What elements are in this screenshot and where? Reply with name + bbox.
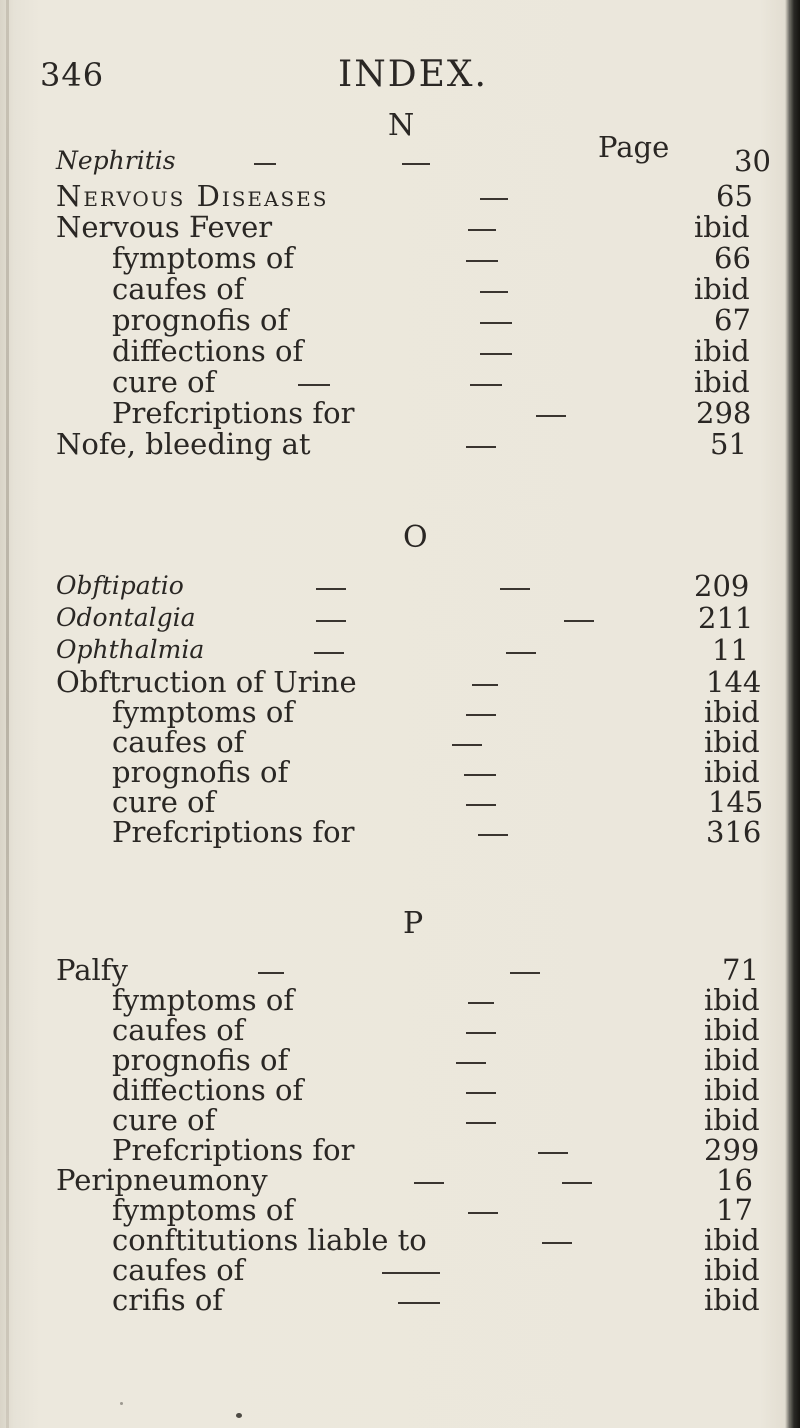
entry-page: ibid [704, 1073, 760, 1107]
entry-page: 16 [716, 1163, 753, 1197]
leader-dash [466, 1122, 496, 1124]
entry-page: 145 [708, 785, 764, 819]
entry-term: fymptoms of [112, 983, 295, 1017]
leader-dash [468, 1002, 494, 1004]
entry-term: fymptoms of [112, 695, 295, 729]
entry-term: diffections of [112, 1073, 304, 1107]
leader-dash [466, 804, 496, 806]
entry-term: Peripneumony [56, 1163, 268, 1197]
entry-page: 67 [714, 303, 751, 337]
entry-term: Obftruction of Urine [56, 665, 357, 699]
leader-dash [382, 1272, 440, 1274]
entry-term: prognofis of [112, 755, 289, 789]
leader-dash [466, 1092, 496, 1094]
entry-page: 316 [706, 815, 762, 849]
leader-dash [466, 260, 498, 262]
entry-page: ibid [704, 755, 760, 789]
leader-dash [564, 620, 594, 622]
leader-dash [500, 588, 530, 590]
leader-dash [258, 972, 284, 974]
leader-dash [468, 229, 496, 231]
leader-dash [456, 1062, 486, 1064]
entry-term: Prefcriptions for [112, 396, 355, 430]
section-letter-p: P [403, 906, 424, 941]
leader-dash [542, 1242, 572, 1244]
entry-term: diffections of [112, 334, 304, 368]
entry-term: Palfy [56, 953, 128, 987]
leader-dash [316, 588, 346, 590]
leader-dash [480, 322, 512, 324]
entry-term: cure of [112, 1103, 216, 1137]
entry-page: 71 [722, 953, 759, 987]
ink-speck [120, 1402, 123, 1405]
entry-page: ibid [704, 695, 760, 729]
page-number: 346 [40, 56, 105, 94]
leader-dash [466, 1032, 496, 1034]
section-letter-o: O [403, 520, 428, 555]
leader-dash [254, 163, 276, 165]
leader-dash [398, 1302, 440, 1304]
leader-dash [452, 744, 482, 746]
entry-term: crifis of [112, 1283, 224, 1317]
leader-dash [316, 620, 346, 622]
entry-page: ibid [704, 1223, 760, 1257]
page-header [0, 52, 800, 102]
entry-page: 298 [696, 396, 752, 430]
entry-page: ibid [694, 272, 750, 306]
leader-dash [464, 774, 496, 776]
index-entry [0, 424, 800, 464]
entry-term: caufes of [112, 725, 245, 759]
leader-dash [536, 415, 566, 417]
leader-dash [414, 1182, 444, 1184]
index-entry [0, 141, 800, 181]
entry-page: ibid [694, 365, 750, 399]
leader-dash [466, 714, 496, 716]
entry-page: ibid [704, 983, 760, 1017]
entry-page: 144 [706, 665, 762, 699]
entry-term: Nephritis [56, 146, 176, 175]
entry-page: 30 [734, 144, 771, 178]
entry-page: ibid [704, 1103, 760, 1137]
entry-term: cure of [112, 785, 216, 819]
leader-dash [480, 198, 508, 200]
entry-page: 299 [704, 1133, 760, 1167]
entry-term: Prefcriptions for [112, 1133, 355, 1167]
entry-page: 11 [712, 633, 749, 667]
entry-page: 17 [716, 1193, 753, 1227]
leader-dash [472, 684, 498, 686]
entry-page: ibid [704, 1253, 760, 1287]
leader-dash [510, 972, 540, 974]
entry-term: caufes of [112, 1013, 245, 1047]
entry-page: 209 [694, 569, 750, 603]
entry-term: fymptoms of [112, 241, 295, 275]
entry-term: prognofis of [112, 1043, 289, 1077]
entry-term: Nervous Diseases [56, 179, 329, 213]
entry-term: cure of [112, 365, 216, 399]
entry-page: 66 [714, 241, 751, 275]
entry-term: Odontalgia [56, 603, 196, 632]
entry-term: Nervous Fever [56, 210, 273, 244]
entry-term: Nofe, bleeding at [56, 427, 311, 461]
entry-page: 211 [698, 601, 754, 635]
leader-dash [314, 652, 344, 654]
entry-page: ibid [694, 210, 750, 244]
entry-term: prognofis of [112, 303, 289, 337]
entry-page: ibid [704, 1013, 760, 1047]
index-entry [0, 812, 800, 852]
leader-dash [562, 1182, 592, 1184]
leader-dash [470, 384, 502, 386]
leader-dash [402, 163, 430, 165]
index-entry [0, 1280, 800, 1320]
section-letter-n: N [388, 108, 415, 143]
leader-dash [538, 1152, 568, 1154]
entry-page: 65 [716, 179, 753, 213]
entry-page: ibid [694, 334, 750, 368]
leader-dash [298, 384, 330, 386]
entry-term: fymptoms of [112, 1193, 295, 1227]
leader-dash [478, 834, 508, 836]
leader-dash [466, 446, 496, 448]
leader-dash [468, 1212, 498, 1214]
entry-page: 51 [710, 427, 747, 461]
entry-term: Prefcriptions for [112, 815, 355, 849]
leader-dash [480, 353, 512, 355]
entry-term: Obftipatio [56, 571, 184, 600]
page-column-label: Page [598, 130, 670, 164]
entry-term: caufes of [112, 272, 245, 306]
entry-term: caufes of [112, 1253, 245, 1287]
entry-term: conftitutions liable to [112, 1223, 427, 1257]
leader-dash [506, 652, 536, 654]
entry-term: Ophthalmia [56, 635, 205, 664]
entry-page: ibid [704, 725, 760, 759]
running-head: INDEX. [338, 54, 488, 95]
ink-speck [236, 1413, 242, 1418]
leader-dash [480, 291, 508, 293]
entry-page: ibid [704, 1043, 760, 1077]
entry-page: ibid [704, 1283, 760, 1317]
